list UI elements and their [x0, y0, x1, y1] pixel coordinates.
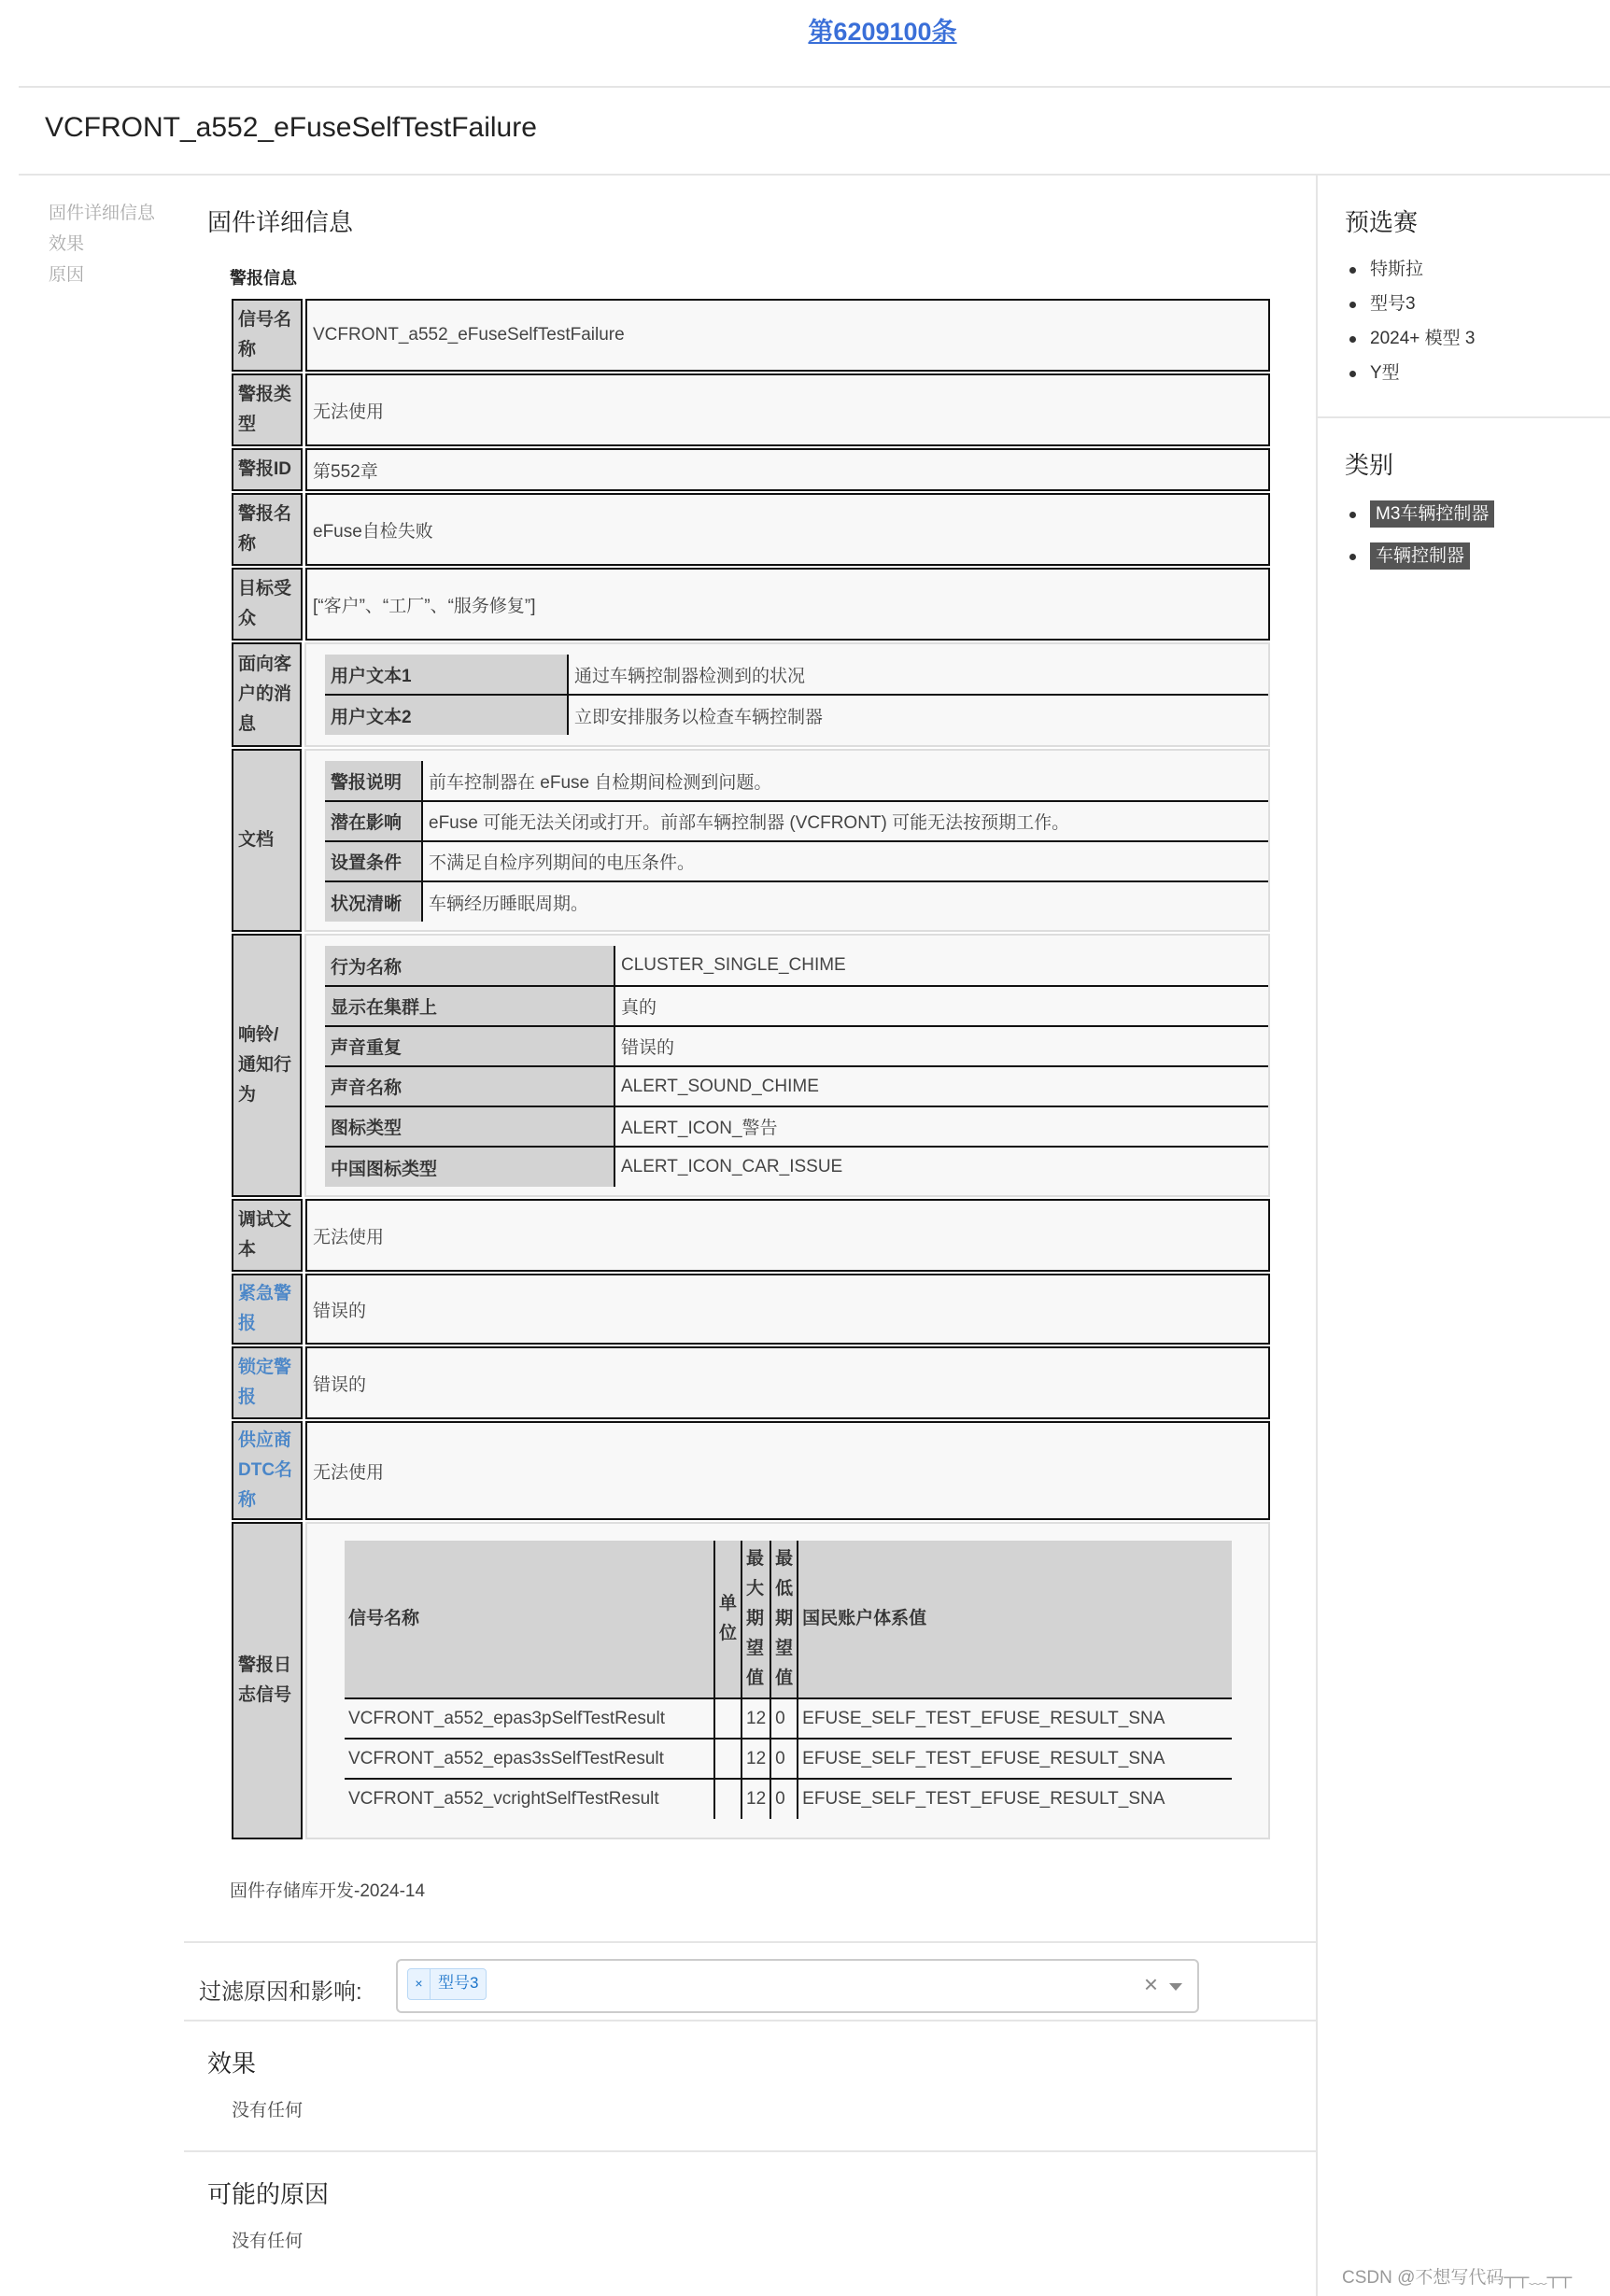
- table-key: 行为名称: [325, 946, 614, 986]
- table-row: [325, 761, 1268, 801]
- row-documentation: [232, 749, 1270, 932]
- title-divider: [19, 174, 1610, 176]
- filter-label: 过滤原因和影响:: [199, 1979, 362, 2005]
- signal-min: 0: [770, 1779, 798, 1819]
- table-row: [325, 1026, 1268, 1066]
- row-chime-behavior: [232, 934, 1270, 1197]
- preset-item: 2024+ 模型 3: [1349, 321, 1476, 356]
- row-customer-message: [232, 642, 1270, 747]
- row-alert-name: [232, 493, 1270, 566]
- table-value: ALERT_ICON_警告: [614, 1106, 1268, 1147]
- left-nav: [49, 198, 155, 290]
- alert-info-heading: 警报信息: [230, 269, 297, 288]
- signal-min: 0: [770, 1739, 798, 1779]
- table-value: 真的: [614, 986, 1268, 1026]
- signal-max: 12: [741, 1739, 770, 1779]
- filter-multiselect[interactable]: [396, 1959, 1199, 2013]
- row-value: VCFRONT_a552_eFuseSelfTestFailure: [305, 299, 1270, 372]
- row-alert-id: [232, 448, 1270, 491]
- table-row: [345, 1779, 1232, 1819]
- signal-sna: EFUSE_SELF_TEST_EFUSE_RESULT_SNA: [798, 1739, 1232, 1779]
- row-signal-name: [232, 299, 1270, 372]
- row-urgent-alert: [232, 1274, 1270, 1345]
- signal-unit: [714, 1739, 741, 1779]
- row-value: [304, 934, 1270, 1197]
- row-label: 警报日志信号: [232, 1522, 303, 1839]
- row-label: 文档: [232, 749, 302, 932]
- table-row: [325, 695, 1268, 735]
- row-latched-alert: [232, 1346, 1270, 1419]
- table-row: [325, 655, 1268, 695]
- row-label: 目标受众: [232, 568, 303, 641]
- row-label: 面向客户的消息: [232, 642, 302, 747]
- filter-top-divider: [184, 1941, 1316, 1943]
- table-key: 声音名称: [325, 1066, 614, 1106]
- row-label: 警报名称: [232, 493, 303, 566]
- signal-max: 12: [741, 1698, 770, 1739]
- table-key: 状况清晰: [325, 881, 422, 922]
- nav-item-firmware-details[interactable]: 固件详细信息: [49, 204, 156, 223]
- table-row: [325, 1147, 1268, 1187]
- signal-min: 0: [770, 1698, 798, 1739]
- row-label: 警报类型: [232, 373, 303, 446]
- categories-heading: 类别: [1345, 451, 1394, 479]
- table-key: 用户文本2: [325, 695, 568, 735]
- preset-item: 特斯拉: [1349, 252, 1476, 287]
- row-label: 信号名称: [232, 299, 303, 372]
- chime-behavior-table: [325, 946, 1268, 1187]
- effects-heading: 效果: [207, 2049, 257, 2078]
- table-row: [325, 1106, 1268, 1147]
- vendor-dtc-link[interactable]: 供应商DTC名称: [232, 1421, 303, 1520]
- record-number-link[interactable]: 第6209100条: [808, 18, 957, 46]
- filter-tag-label: 型号3: [438, 1974, 479, 1992]
- row-log-signals: [232, 1522, 1270, 1839]
- table-row: [325, 986, 1268, 1026]
- row-value: [305, 1522, 1270, 1839]
- table-value: 前车控制器在 eFuse 自检期间检测到问题。: [429, 772, 772, 793]
- categories-list: [1349, 493, 1494, 577]
- table-row: [345, 1698, 1232, 1739]
- category-item: [1349, 493, 1494, 535]
- customer-message-table: [325, 655, 1268, 735]
- signal-unit: [714, 1698, 741, 1739]
- row-value: eFuse自检失败: [305, 493, 1270, 566]
- firmware-repo-note: 固件存储库开发-2024-14: [230, 1881, 426, 1901]
- table-key: 中国图标类型: [325, 1147, 614, 1187]
- preset-item: Y型: [1349, 356, 1476, 390]
- row-value: [304, 642, 1270, 747]
- table-row: [325, 801, 1268, 841]
- table-row: [345, 1739, 1232, 1779]
- table-row: [325, 841, 1268, 881]
- documentation-table: [325, 761, 1268, 922]
- effects-value: 没有任何: [232, 2101, 304, 2120]
- signal-name: VCFRONT_a552_epas3sSelfTestResult: [345, 1739, 714, 1779]
- row-vendor-dtc: [232, 1421, 1270, 1520]
- signal-name: VCFRONT_a552_vcrightSelfTestResult: [345, 1779, 714, 1819]
- presets-heading: 预选赛: [1345, 208, 1419, 236]
- row-value: 无法使用: [305, 373, 1270, 446]
- row-value: 错误的: [305, 1274, 1270, 1345]
- preset-item: 型号3: [1349, 287, 1476, 321]
- column-header: 国民账户体系值: [798, 1541, 1232, 1698]
- signal-sna: EFUSE_SELF_TEST_EFUSE_RESULT_SNA: [802, 1708, 1165, 1728]
- signal-max: 12: [741, 1779, 770, 1819]
- remove-tag-icon[interactable]: ×: [408, 1969, 431, 1999]
- table-value: ALERT_ICON_CAR_ISSUE: [614, 1147, 1268, 1187]
- table-value: 不满足自检序列期间的电压条件。: [422, 841, 1268, 881]
- row-value: 无法使用: [305, 1421, 1270, 1520]
- row-value: 无法使用: [305, 1199, 1270, 1272]
- filter-bottom-divider: [184, 2020, 1316, 2021]
- column-header: 单位: [714, 1541, 741, 1698]
- signal-sna: EFUSE_SELF_TEST_EFUSE_RESULT_SNA: [798, 1779, 1232, 1819]
- row-target-audience: [232, 568, 1270, 641]
- category-item: [1349, 535, 1494, 577]
- log-signals-table: [345, 1541, 1232, 1819]
- table-value: 车辆经历睡眠周期。: [422, 881, 1268, 922]
- row-value: [“客户”、“工厂”、“服务修复”]: [305, 568, 1270, 641]
- row-debug-text: [232, 1199, 1270, 1272]
- clear-filter-icon[interactable]: ×: [1143, 1970, 1158, 1998]
- filter-tag: [407, 1968, 487, 2000]
- column-header: 信号名称: [345, 1541, 714, 1698]
- firmware-details-heading: 固件详细信息: [207, 208, 354, 236]
- row-value: [304, 749, 1270, 932]
- table-key: 潜在影响: [325, 801, 422, 841]
- dropdown-caret-icon[interactable]: [1169, 1983, 1182, 1991]
- table-value: 错误的: [614, 1026, 1268, 1066]
- nav-item-causes[interactable]: 原因: [49, 265, 85, 285]
- column-header: 最大期望值: [741, 1541, 770, 1698]
- row-alert-type: [232, 373, 1270, 446]
- latched-alert-link[interactable]: 锁定警报: [232, 1346, 303, 1419]
- table-key: 设置条件: [325, 841, 422, 881]
- table-value: ALERT_SOUND_CHIME: [614, 1066, 1268, 1106]
- table-value: CLUSTER_SINGLE_CHIME: [621, 955, 846, 975]
- table-key: 图标类型: [325, 1106, 614, 1147]
- category-tag[interactable]: M3车辆控制器: [1370, 500, 1494, 528]
- row-value: 第552章: [305, 448, 1270, 491]
- sidebar-section-divider: [1318, 416, 1610, 418]
- table-header-row: [345, 1541, 1232, 1698]
- table-row: [325, 946, 1268, 986]
- category-tag[interactable]: 车辆控制器: [1370, 542, 1470, 570]
- watermark: CSDN @不想写代码┬┬﹏┬┬: [1342, 2268, 1573, 2288]
- presets-list: [1349, 252, 1476, 390]
- table-key: 警报说明: [325, 761, 422, 801]
- column-header: 最低期望值: [770, 1541, 798, 1698]
- row-label: 警报ID: [232, 448, 303, 491]
- signal-unit: [714, 1779, 741, 1819]
- nav-item-effects[interactable]: 效果: [49, 234, 85, 254]
- page-title: VCFRONT_a552_eFuseSelfTestFailure: [45, 112, 537, 143]
- table-key: 显示在集群上: [325, 986, 614, 1026]
- table-key: 用户文本1: [325, 655, 568, 695]
- row-value: 错误的: [305, 1346, 1270, 1419]
- row-label: 响铃/通知行为: [232, 934, 302, 1197]
- table-row: [325, 881, 1268, 922]
- effects-divider: [184, 2150, 1316, 2152]
- sidebar-divider: [1316, 174, 1318, 2296]
- table-value: eFuse 可能无法关闭或打开。前部车辆控制器 (VCFRONT) 可能无法按预期工作。: [422, 801, 1268, 841]
- table-row: [325, 1066, 1268, 1106]
- urgent-alert-link[interactable]: 紧急警报: [232, 1274, 303, 1345]
- table-value: 立即安排服务以检查车辆控制器: [568, 695, 1268, 735]
- row-label: 调试文本: [232, 1199, 303, 1272]
- causes-heading: 可能的原因: [207, 2180, 330, 2208]
- causes-value: 没有任何: [232, 2232, 304, 2251]
- table-key: 声音重复: [325, 1026, 614, 1066]
- header-divider: [19, 86, 1610, 88]
- signal-name: VCFRONT_a552_epas3pSelfTestResult: [345, 1698, 714, 1739]
- table-value: 通过车辆控制器检测到的状况: [574, 666, 806, 686]
